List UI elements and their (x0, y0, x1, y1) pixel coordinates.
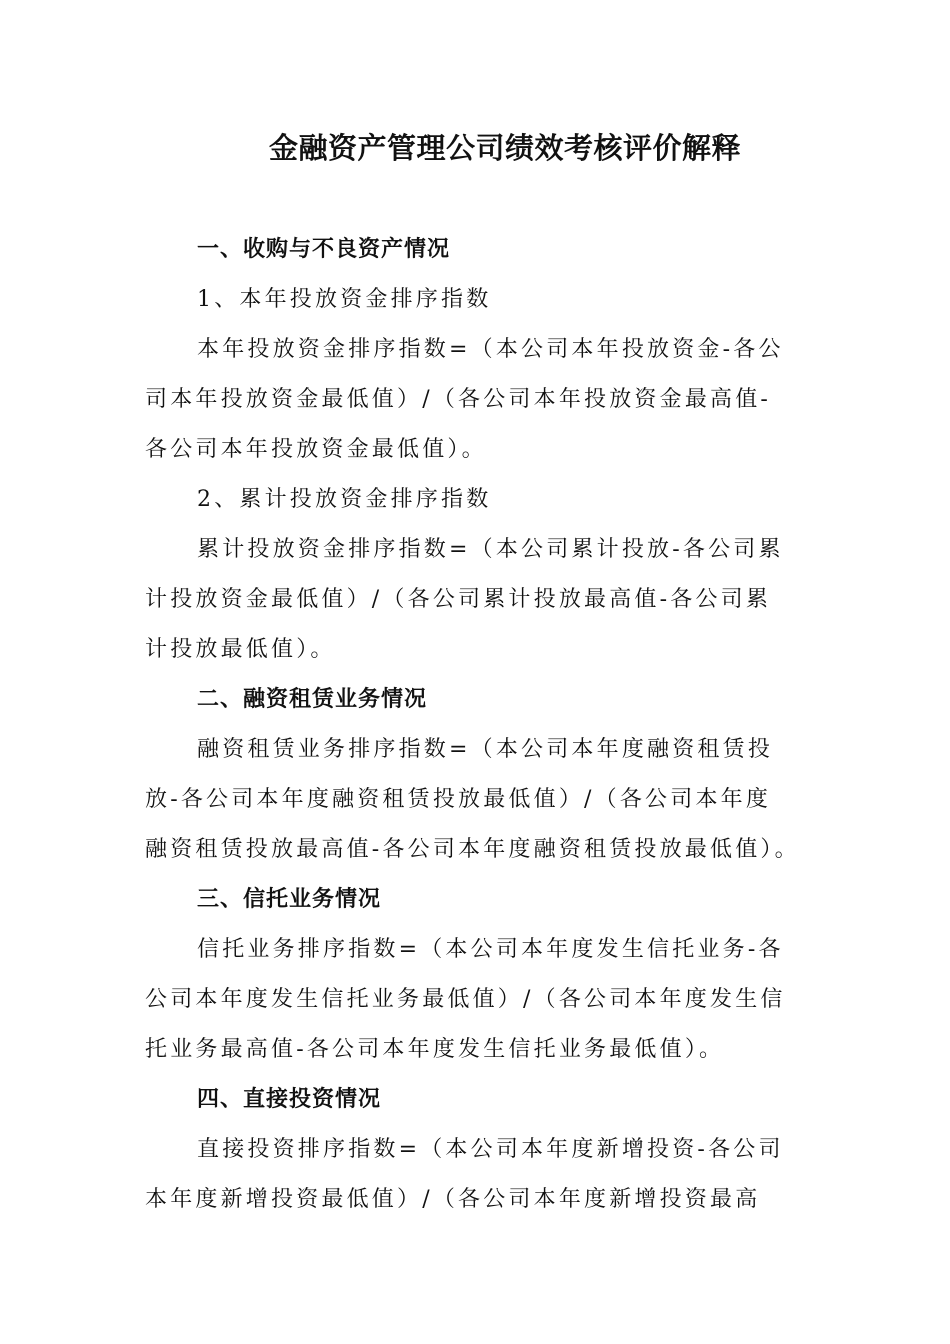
subsection-heading: 1、本年投放资金排序指数 (197, 287, 492, 312)
paragraph-line: 公司本年度发生信托业务最低值）/（各公司本年度发生信 (145, 987, 786, 1012)
paragraph-line: 计投放资金最低值）/（各公司累计投放最高值-各公司累 (145, 587, 772, 612)
paragraph-line: 放-各公司本年度融资租赁投放最低值）/（各公司本年度 (145, 787, 772, 812)
paragraph-line: 直接投资排序指数=（本公司本年度新增投资-各公司 (197, 1137, 784, 1162)
paragraph-line: 各公司本年投放资金最低值）。 (145, 437, 487, 462)
section-heading: 二、融资租赁业务情况 (197, 687, 428, 712)
document-title: 金融资产管理公司绩效考核评价解释 (268, 131, 741, 165)
subsection-heading: 2、累计投放资金排序指数 (197, 487, 492, 512)
paragraph-line: 计投放最低值）。 (145, 637, 336, 662)
paragraph-line: 融资租赁投放最高值-各公司本年度融资租赁投放最低值）。 (145, 837, 800, 862)
paragraph-line: 信托业务排序指数=（本公司本年度发生信托业务-各 (197, 937, 784, 962)
paragraph-line: 融资租赁业务排序指数=（本公司本年度融资租赁投 (197, 737, 774, 762)
section-heading: 四、直接投资情况 (197, 1087, 382, 1112)
document-body (145, 225, 807, 1225)
paragraph-line: 司本年投放资金最低值）/（各公司本年投放资金最高值- (145, 387, 772, 412)
paragraph-line: 托业务最高值-各公司本年度发生信托业务最低值）。 (145, 1037, 725, 1062)
section-heading: 三、信托业务情况 (197, 887, 382, 912)
paragraph-line: 累计投放资金排序指数=（本公司累计投放-各公司累 (197, 537, 784, 562)
paragraph-line: 本年投放资金排序指数=（本公司本年投放资金-各公 (197, 337, 784, 362)
paragraph-line: 本年度新增投资最低值）/（各公司本年度新增投资最高 (145, 1187, 761, 1212)
section-heading: 一、收购与不良资产情况 (197, 237, 451, 262)
